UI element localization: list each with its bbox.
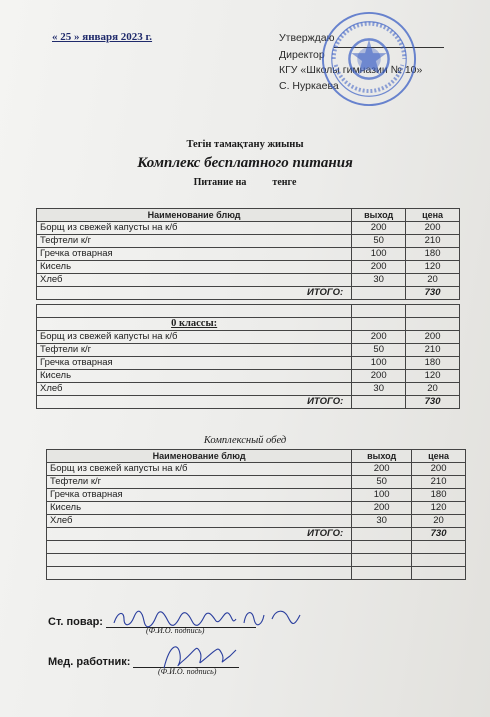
dish-price: 20 xyxy=(412,515,466,528)
dish-yield: 200 xyxy=(352,331,406,344)
approve-line-4: С. Нуркаева xyxy=(279,79,339,92)
subtitle-left: Питание на xyxy=(193,177,247,188)
table-row xyxy=(47,476,466,489)
dish-yield: 30 xyxy=(352,274,406,287)
dish-price: 200 xyxy=(406,331,460,344)
dish-name: Тефтели к/г xyxy=(47,476,352,489)
cook-signature-hint: (Ф.И.О. подпись) xyxy=(146,626,205,635)
table-row xyxy=(37,383,460,396)
table-row xyxy=(37,344,460,357)
dish-price: 120 xyxy=(406,261,460,274)
dish-price: 200 xyxy=(406,222,460,235)
table-row xyxy=(37,274,460,287)
dish-yield: 30 xyxy=(352,383,406,396)
dish-price: 120 xyxy=(412,502,466,515)
header-name: Наименование блюд xyxy=(47,450,352,463)
dish-price: 180 xyxy=(406,357,460,370)
header-price: цена xyxy=(406,209,460,222)
complex-lunch-title: Комплексный обед xyxy=(203,435,287,446)
dish-yield: 200 xyxy=(352,463,412,476)
subtitle xyxy=(0,177,490,188)
dish-yield: 100 xyxy=(352,248,406,261)
dish-name: Кисель xyxy=(37,261,352,274)
total-row xyxy=(37,396,460,409)
header-yield: выход xyxy=(352,450,412,463)
dish-name: Хлеб xyxy=(37,383,352,396)
dish-price: 210 xyxy=(406,235,460,248)
dish-name: Гречка отварная xyxy=(37,357,352,370)
dish-name: Тефтели к/г xyxy=(37,344,352,357)
total-label: ИТОГО: xyxy=(47,528,352,541)
table-row xyxy=(47,502,466,515)
dish-price: 20 xyxy=(406,274,460,287)
header-name: Наименование блюд xyxy=(37,209,352,222)
dish-yield: 200 xyxy=(352,502,412,515)
dish-yield: 100 xyxy=(352,489,412,502)
total-label: ИТОГО: xyxy=(37,396,352,409)
dish-price: 20 xyxy=(406,383,460,396)
empty-row xyxy=(47,541,466,554)
dish-name: Хлеб xyxy=(37,274,352,287)
document-date: « 25 » января 2023 г. xyxy=(52,31,153,43)
empty-cell xyxy=(352,287,406,300)
dish-name: Кисель xyxy=(37,370,352,383)
dish-price: 210 xyxy=(406,344,460,357)
table-row xyxy=(47,463,466,476)
table-row xyxy=(37,222,460,235)
total-value: 730 xyxy=(406,287,460,300)
empty-cell xyxy=(352,528,412,541)
dish-name: Тефтели к/г xyxy=(37,235,352,248)
dish-yield: 100 xyxy=(352,357,406,370)
section-row xyxy=(37,318,460,331)
total-row xyxy=(47,528,466,541)
subtitle-right: тенге xyxy=(272,177,297,188)
dish-yield: 200 xyxy=(352,222,406,235)
dish-yield: 50 xyxy=(352,476,412,489)
dish-price: 180 xyxy=(412,489,466,502)
dish-name: Гречка отварная xyxy=(47,489,352,502)
section-label: 0 классы: xyxy=(37,318,352,331)
table-header-row xyxy=(37,209,460,222)
dish-price: 180 xyxy=(406,248,460,261)
table-row xyxy=(37,235,460,248)
dish-name: Борщ из свежей капусты на к/б xyxy=(47,463,352,476)
cook-handwritten-signature-icon xyxy=(112,605,302,631)
menu-table-3 xyxy=(46,449,466,580)
dish-price: 200 xyxy=(412,463,466,476)
dish-name: Борщ из свежей капусты на к/б xyxy=(37,222,352,235)
table-row xyxy=(37,248,460,261)
total-row xyxy=(37,287,460,300)
approve-line-1: Утверждаю xyxy=(279,32,335,44)
total-value: 730 xyxy=(412,528,466,541)
table-row xyxy=(47,489,466,502)
cook-label: Ст. повар: xyxy=(48,616,103,628)
dish-name: Кисель xyxy=(47,502,352,515)
empty-row xyxy=(47,567,466,580)
kazakh-title: Тегін тамақтану жиыны xyxy=(186,139,304,150)
round-stamp-icon xyxy=(320,10,418,108)
header-yield: выход xyxy=(352,209,406,222)
dish-yield: 200 xyxy=(352,261,406,274)
empty-row xyxy=(47,554,466,567)
empty-cell xyxy=(352,396,406,409)
menu-table-2 xyxy=(36,304,460,409)
dish-name: Гречка отварная xyxy=(37,248,352,261)
table-row xyxy=(37,357,460,370)
total-value: 730 xyxy=(406,396,460,409)
table-header-row xyxy=(47,450,466,463)
dish-price: 120 xyxy=(406,370,460,383)
table-row xyxy=(37,370,460,383)
menu-table-1 xyxy=(36,208,460,300)
approve-line-2: Директор xyxy=(279,48,325,61)
table-row xyxy=(47,515,466,528)
medic-label: Мед. работник: xyxy=(48,656,131,668)
dish-yield: 50 xyxy=(352,235,406,248)
medic-signature-hint: (Ф.И.О. подпись) xyxy=(158,667,217,676)
dish-yield: 50 xyxy=(352,344,406,357)
dish-price: 210 xyxy=(412,476,466,489)
main-title: Комплекс бесплатного питания xyxy=(137,155,353,171)
dish-yield: 30 xyxy=(352,515,412,528)
dish-name: Хлеб xyxy=(47,515,352,528)
approve-line-3: КГУ «Школы гимназии № 10» xyxy=(279,64,423,76)
empty-row xyxy=(37,305,460,318)
dish-name: Борщ из свежей капусты на к/б xyxy=(37,331,352,344)
header-price: цена xyxy=(412,450,466,463)
table-row xyxy=(37,331,460,344)
total-label: ИТОГО: xyxy=(37,287,352,300)
table-row xyxy=(37,261,460,274)
dish-yield: 200 xyxy=(352,370,406,383)
